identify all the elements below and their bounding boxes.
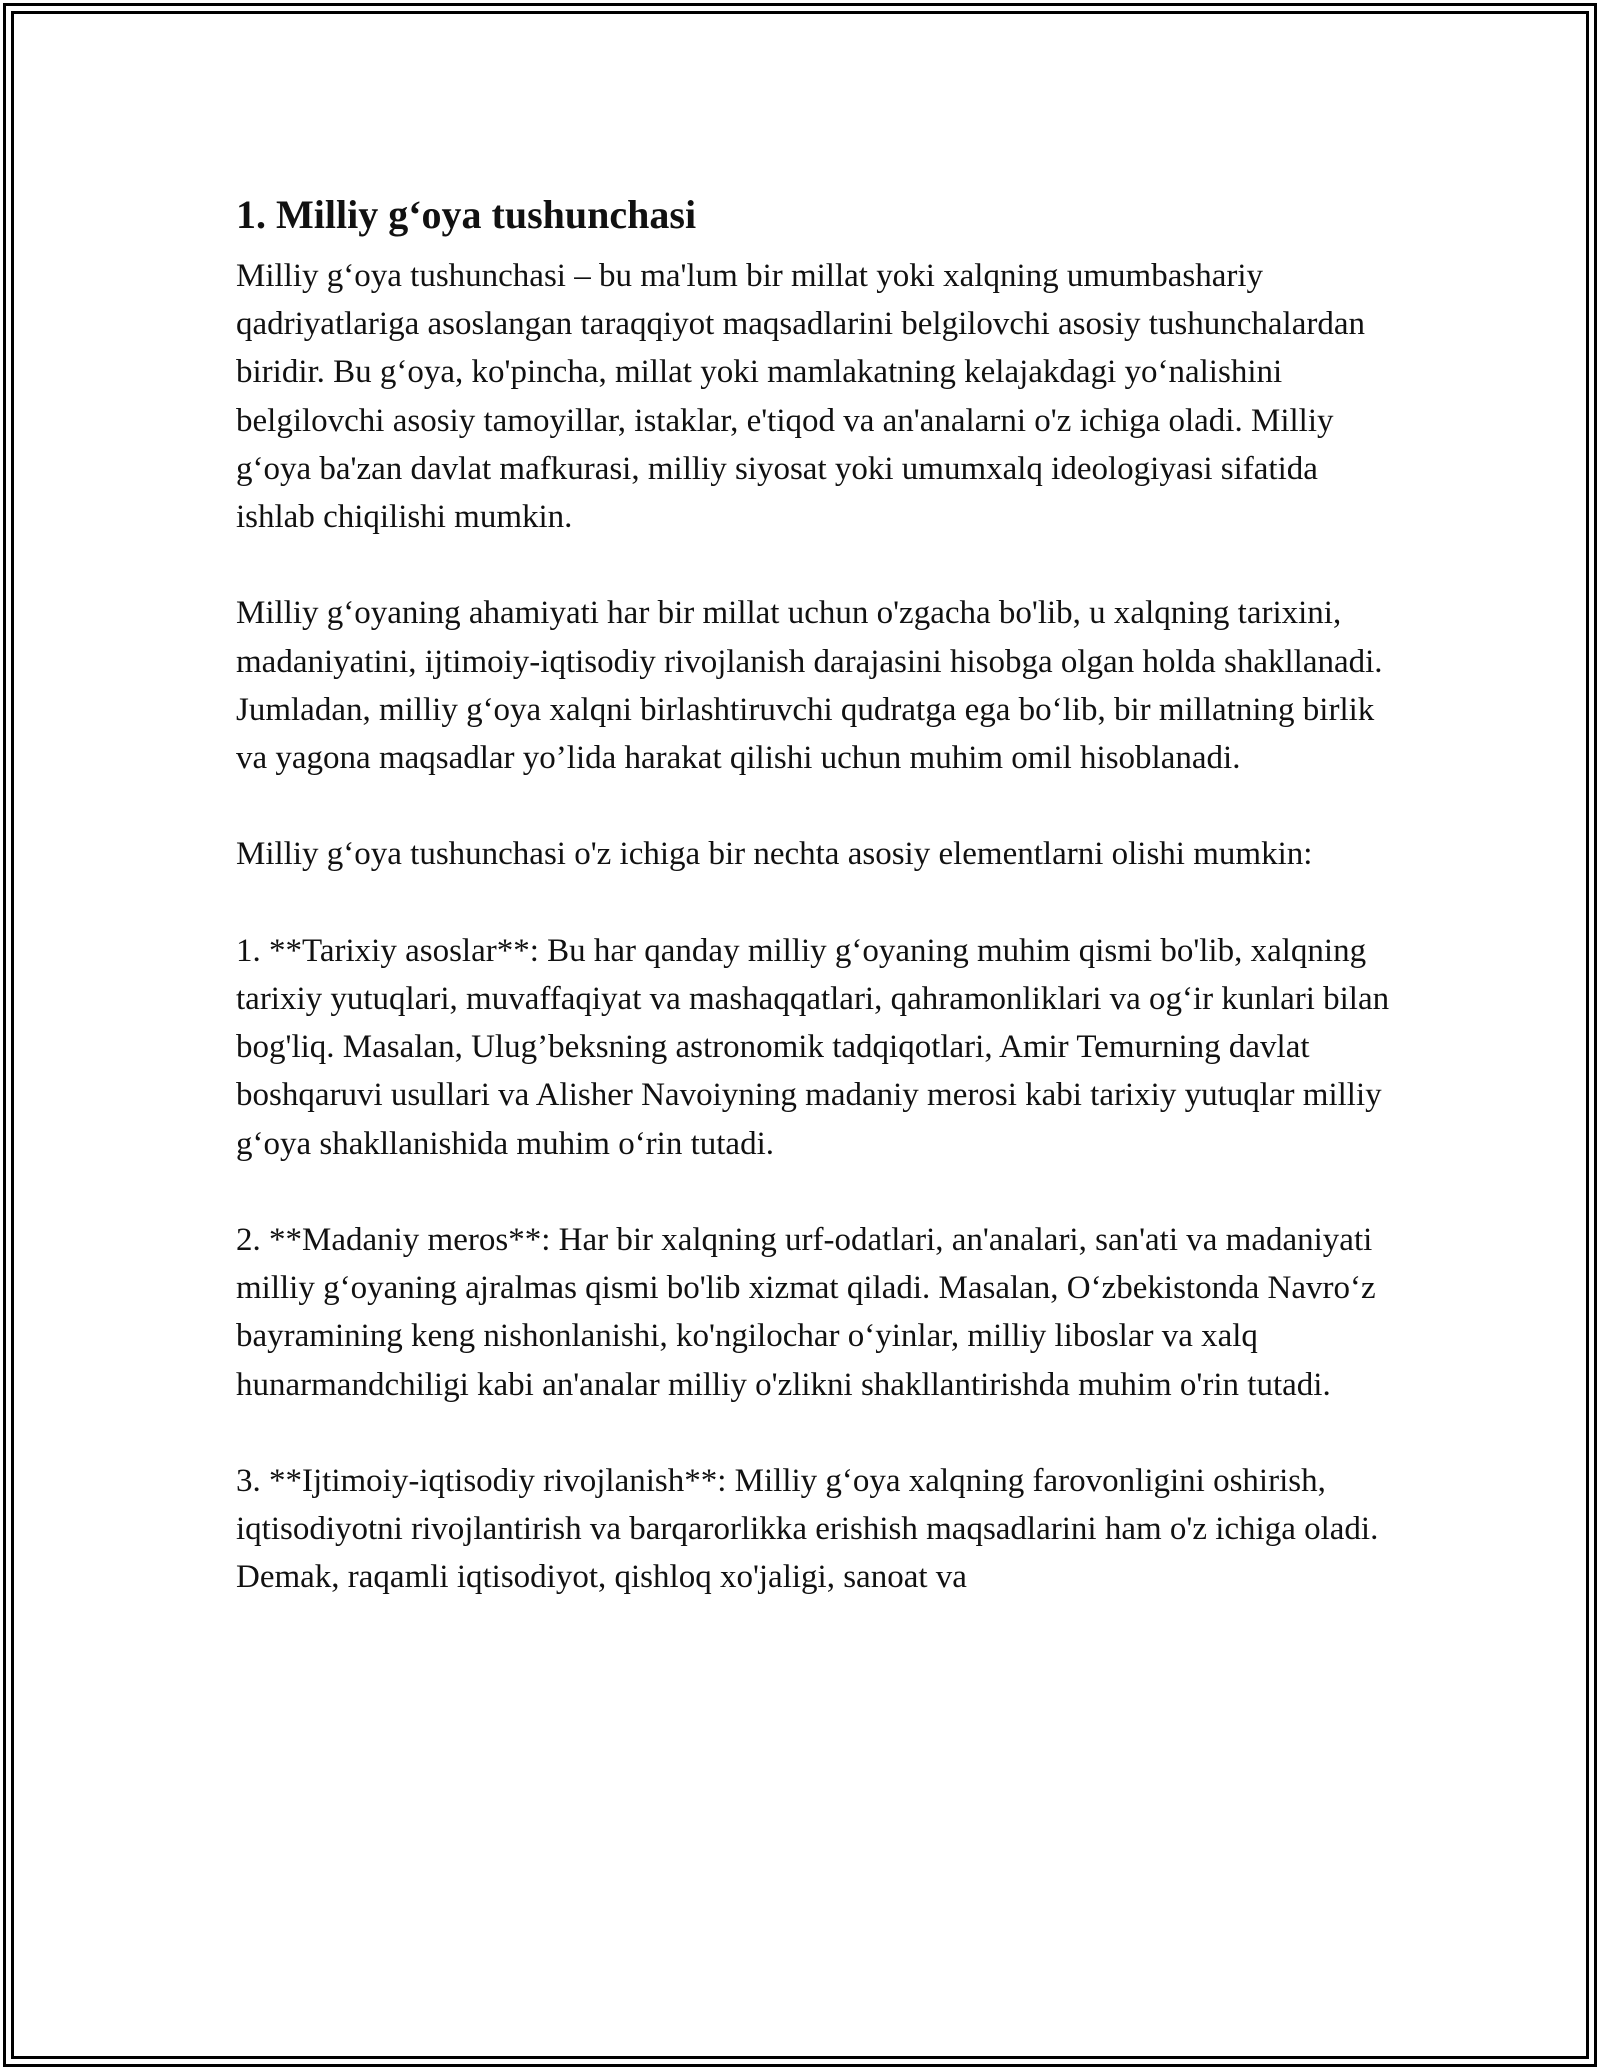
paragraph-importance: Milliy g‘oyaning ahamiyati har bir millat uchun o'zgacha bo'lib, u xalqning tarixini, madaniyatini, ijtimoiy-iqtisodiy rivojlanish darajasini hisobga olgan holda shakllanadi. Jumladan, milliy g‘oya xalqni birlashtiruvchi qudratga ega bo‘lib, bir millatning birlik va yagona maqsadlar yo’lida harakat qilishi uchun muhim omil hisoblanadi.	[236, 595, 1383, 777]
paragraph-socio-economic: 3. **Ijtimoiy-iqtisodiy rivojlanish**: Milliy g‘oya xalqning farovonligini oshirish, iqtisodiyotni rivojlantirish va barqarorlikka erishish maqsadlarini ham o'z ichiga oladi. Demak, raqamli iqtisodiyot, qishloq xo'jaligi, sanoat va	[236, 1463, 1379, 1596]
paragraph-cultural-heritage: 2. **Madaniy meros**: Har bir xalqning urf-odatlari, an'analari, san'ati va madaniyati milliy g‘oyaning ajralmas qismi bo'lib xizmat qiladi. Masalan, O‘zbekistonda Navro‘z bayramining keng nishonlanishi, ko'ngilochar o‘yinlar, milliy liboslar va xalq hunarmandchiligi kabi an'analar milliy o'zlikni shakllantirishda muhim o'rin tutadi.	[236, 1222, 1376, 1403]
paragraph-elements-lead: Milliy g‘oya tushunchasi o'z ichiga bir nechta asosiy elementlarni olishi mumkin:	[236, 836, 1313, 873]
paragraph-intro: Milliy g‘oya tushunchasi – bu ma'lum bir millat yoki xalqning umumbashariy qadriyatlariga asoslangan taraqqiyot maqsadlarini belgilovchi asosiy tushunchalardan biridir. Bu g‘oya, ko'pincha, millat yoki mamlakatning kelajakdagi yo‘nalishini belgilovchi asosiy tamoyillar, istaklar, e'tiqod va an'analarni o'z ichiga oladi. Milliy g‘oya ba'zan davlat mafkurasi, milliy siyosat yoki umumxalq ideologiyasi sifatida ishlab chiqilishi mumkin.	[236, 258, 1365, 536]
page-title: 1. Milliy g‘oya tushunchasi	[236, 192, 697, 237]
paragraph-historical-foundations: 1. **Tarixiy asoslar**: Bu har qanday milliy g‘oyaning muhim qismi bo'lib, xalqning tarixiy yutuqlari, muvaffaqiyat va mashaqqatlari, qahramonliklari va og‘ir kunlari bilan bog'liq. Masalan, Ulug’beksning astronomik tadqiqotlari, Amir Temurning davlat boshqaruvi usullari va Alisher Navoiyning madaniy merosi kabi tarixiy yutuqlar milliy g‘oya shakllanishida muhim o‘rin tutadi.	[236, 932, 1390, 1162]
document-body	[236, 184, 1396, 1602]
